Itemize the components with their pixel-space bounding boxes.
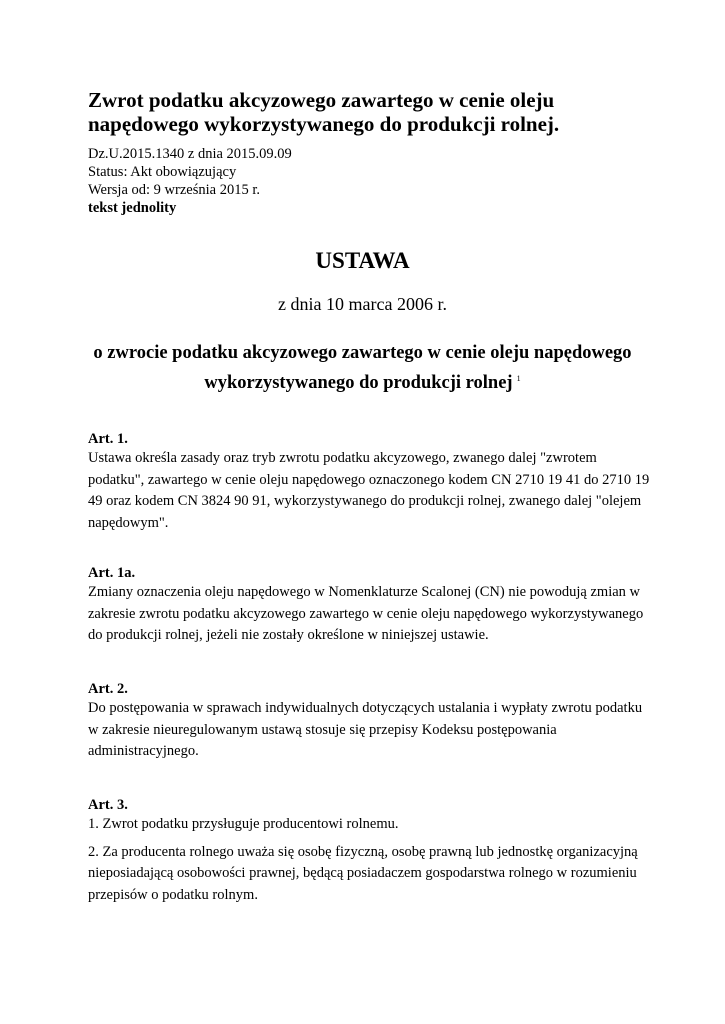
status-line: Status: Akt obowiązujący: [88, 164, 237, 180]
article-heading: Art. 1a.: [88, 565, 136, 581]
article-3: [88, 796, 653, 906]
act-type-heading: USTAWA: [315, 248, 410, 273]
document-title: Zwrot podatku akcyzowego zawartego w cenie oleju napędowego wykorzystywanego do produkcji rolnej.: [88, 88, 560, 136]
article-paragraph-2: 2. Za producenta rolnego uważa się osobę fizyczną, osobę prawną lub jednostkę organizacyjną nieposiadającą osobowości prawnej, będącą posiadaczem gospodarstwa rolnego w rozumieniu przepisów o podatku rolnym.: [88, 843, 638, 903]
footnote-marker: 1: [516, 374, 521, 383]
article-1: [88, 430, 653, 534]
act-date: z dnia 10 marca 2006 r.: [278, 294, 447, 314]
version-line: Wersja od: 9 września 2015 r.: [88, 182, 260, 198]
article-1a: [88, 564, 653, 647]
act-subject: [60, 341, 665, 396]
article-text: Zmiany oznaczenia oleju napędowego w Nomenklaturze Scalonej (CN) nie powodują zmian w zakresie zwrotu podatku akcyzowego zawartego w cenie oleju napędowego wykorzystywanego do produkcji rolnej, jeżeli nie zostały określone w niniejszej ustawie.: [88, 584, 644, 643]
article-2: [88, 680, 653, 763]
article-paragraph-1: 1. Zwrot podatku przysługuje producentowi rolnemu.: [88, 816, 399, 832]
article-heading: Art. 1.: [88, 431, 128, 447]
consolidated-text-label: tekst jednolity: [88, 200, 177, 216]
article-heading: Art. 3.: [88, 797, 128, 813]
document-metadata: [88, 145, 648, 217]
act-subject-text: o zwrocie podatku akcyzowego zawartego w cenie oleju napędowego wykorzystywanego do produkcji rolnej: [93, 343, 632, 394]
article-heading: Art. 2.: [88, 681, 128, 697]
publication-reference: Dz.U.2015.1340 z dnia 2015.09.09: [88, 146, 292, 162]
article-text: Ustawa określa zasady oraz tryb zwrotu podatku akcyzowego, zwanego dalej "zwrotem podatku", zawartego w cenie oleju napędowego oznaczonego kodem CN 2710 19 41 do 2710 19 49 oraz kodem CN 3824 90 91, wykorzystywanego do produkcji rolnej, zwanego dalej "olejem napędowym".: [88, 450, 650, 531]
article-text: Do postępowania w sprawach indywidualnych dotyczących ustalania i wypłaty zwrotu podatku w zakresie nieuregulowanym ustawą stosuje się przepisy Kodeksu postępowania administracyjnego.: [88, 700, 643, 759]
